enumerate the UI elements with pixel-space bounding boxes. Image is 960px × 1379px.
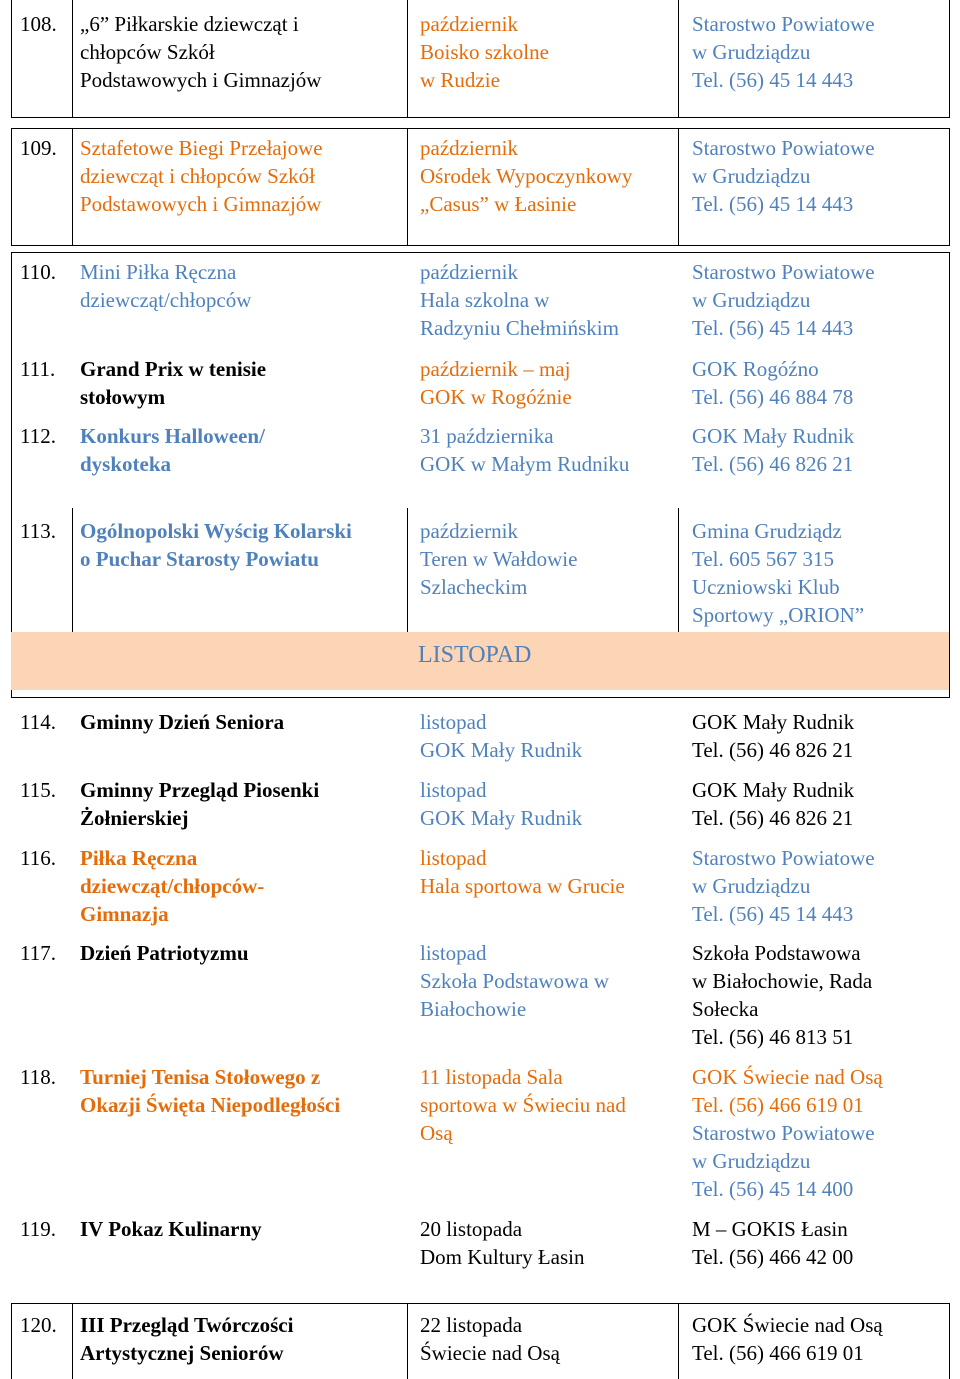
event-date-place-line: GOK w Rogóźnie <box>420 385 572 409</box>
table-border <box>11 128 12 246</box>
event-date-place-line: w Rudzie <box>420 68 500 92</box>
event-date-place-line: 22 listopada <box>420 1313 523 1337</box>
event-organizer-line: GOK Świecie nad Osą <box>692 1313 883 1337</box>
table-border <box>678 0 679 118</box>
event-title-line: Podstawowych i Gimnazjów <box>80 192 322 216</box>
event-organizer-line: Tel. (56) 45 14 443 <box>692 192 854 216</box>
event-number: 114. <box>20 710 56 734</box>
event-date-place-line: Dom Kultury Łasin <box>420 1245 585 1269</box>
event-date-place-line: Teren w Wałdowie <box>420 547 578 571</box>
event-organizer-line: Sportowy „ORION” <box>692 603 865 627</box>
table-border <box>678 1303 679 1379</box>
event-date-place-line: Ośrodek Wypoczynkowy <box>420 164 633 188</box>
table-border <box>949 1303 950 1379</box>
event-number: 112. <box>20 424 56 448</box>
event-title-line: stołowym <box>80 385 166 409</box>
event-title-line: dziewcząt/chłopców <box>80 288 252 312</box>
event-title-line: Podstawowych i Gimnazjów <box>80 68 322 92</box>
event-organizer-line: w Grudziądzu <box>692 874 811 898</box>
table-border <box>11 252 950 253</box>
event-organizer-line: Gmina Grudziądz <box>692 519 842 543</box>
event-organizer-line: M – GOKIS Łasin <box>692 1217 848 1241</box>
event-title-line: Turniej Tenisa Stołowego z <box>80 1065 321 1089</box>
event-number: 115. <box>20 778 56 802</box>
event-organizer-line: Tel. (56) 45 14 443 <box>692 902 854 926</box>
event-organizer-line: Tel. (56) 46 813 51 <box>692 1025 854 1049</box>
event-organizer-line: Starostwo Powiatowe <box>692 1121 875 1145</box>
event-date-place-line: październik – maj <box>420 357 571 381</box>
table-border <box>407 1303 408 1379</box>
event-organizer-line: Tel. (56) 466 619 01 <box>692 1093 864 1117</box>
event-organizer-line: Tel. (56) 46 826 21 <box>692 806 854 830</box>
event-organizer-line: Starostwo Powiatowe <box>692 846 875 870</box>
event-date-place-line: 11 listopada Sala <box>420 1065 563 1089</box>
event-title-line: Sztafetowe Biegi Przełajowe <box>80 136 323 160</box>
event-title-line: Gminny Przegląd Piosenki <box>80 778 320 802</box>
event-date-place-line: GOK Mały Rudnik <box>420 806 583 830</box>
event-date-place-line: „Casus” w Łasinie <box>420 192 577 216</box>
event-organizer-line: Starostwo Powiatowe <box>692 260 875 284</box>
event-title-line: „6” Piłkarskie dziewcząt i <box>80 12 299 36</box>
event-title-line: dyskoteka <box>80 452 172 476</box>
event-number: 118. <box>20 1065 56 1089</box>
event-organizer-line: Tel. 605 567 315 <box>692 547 835 571</box>
event-organizer-line: Szkoła Podstawowa <box>692 941 861 965</box>
event-organizer-line: w Grudziądzu <box>692 40 811 64</box>
event-organizer-line: GOK Mały Rudnik <box>692 424 855 448</box>
event-date-place-line: listopad <box>420 846 487 870</box>
event-number: 110. <box>20 260 56 284</box>
table-border <box>407 128 408 246</box>
event-organizer-line: w Białochowie, Rada <box>692 969 873 993</box>
event-title-line: Żołnierskiej <box>80 806 189 830</box>
event-number: 109. <box>20 136 57 160</box>
event-date-place-line: Szlacheckim <box>420 575 528 599</box>
table-border <box>949 252 950 698</box>
event-organizer-line: w Grudziądzu <box>692 288 811 312</box>
event-date-place-line: 20 listopada <box>420 1217 523 1241</box>
event-organizer-line: Starostwo Powiatowe <box>692 12 875 36</box>
event-organizer-line: GOK Mały Rudnik <box>692 778 855 802</box>
event-date-place-line: sportowa w Świeciu nad <box>420 1093 626 1117</box>
event-date-place-line: Boisko szkolne <box>420 40 549 64</box>
table-border <box>407 0 408 118</box>
event-date-place-line: październik <box>420 260 518 284</box>
event-date-place-line: Hala szkolna w <box>420 288 550 312</box>
table-border <box>678 508 679 632</box>
event-title-line: IV Pokaz Kulinarny <box>80 1217 262 1241</box>
event-organizer-line: Tel. (56) 466 619 01 <box>692 1341 864 1365</box>
table-border <box>72 128 73 246</box>
event-title-line: dziewcząt/chłopców- <box>80 874 265 898</box>
event-number: 108. <box>20 12 57 36</box>
table-border <box>11 128 950 129</box>
event-organizer-line: GOK Rogóźno <box>692 357 819 381</box>
event-organizer-line: GOK Mały Rudnik <box>692 710 855 734</box>
event-date-place-line: listopad <box>420 778 487 802</box>
event-date-place-line: GOK Mały Rudnik <box>420 738 583 762</box>
event-title-line: Piłka Ręczna <box>80 846 198 870</box>
event-organizer-line: Tel. (56) 466 42 00 <box>692 1245 854 1269</box>
event-number: 113. <box>20 519 56 543</box>
event-title-line: Dzień Patriotyzmu <box>80 941 249 965</box>
event-organizer-line: Tel. (56) 45 14 443 <box>692 316 854 340</box>
event-organizer-line: GOK Świecie nad Osą <box>692 1065 883 1089</box>
event-organizer-line: Tel. (56) 46 826 21 <box>692 452 854 476</box>
event-number: 117. <box>20 941 56 965</box>
event-organizer-line: Tel. (56) 45 14 443 <box>692 68 854 92</box>
event-organizer-line: Tel. (56) 46 826 21 <box>692 738 854 762</box>
event-title-line: Ogólnopolski Wyścig Kolarski <box>80 519 352 543</box>
month-heading: LISTOPAD <box>418 642 532 668</box>
table-border <box>72 0 73 118</box>
table-border <box>11 1303 950 1304</box>
table-border <box>11 697 950 698</box>
event-date-place-line: GOK w Małym Rudniku <box>420 452 630 476</box>
table-border <box>11 245 950 246</box>
event-organizer-line: w Grudziądzu <box>692 164 811 188</box>
event-title-line: Konkurs Halloween/ <box>80 424 265 448</box>
event-organizer-line: Tel. (56) 46 884 78 <box>692 385 854 409</box>
event-title-line: o Puchar Starosty Powiatu <box>80 547 319 571</box>
event-date-place-line: Białochowie <box>420 997 527 1021</box>
event-title-line: dziewcząt i chłopców Szkół <box>80 164 315 188</box>
event-date-place-line: listopad <box>420 941 487 965</box>
event-organizer-line: w Grudziądzu <box>692 1149 811 1173</box>
event-organizer-line: Uczniowski Klub <box>692 575 840 599</box>
event-title-line: Okazji Święta Niepodległości <box>80 1093 341 1117</box>
event-organizer-line: Starostwo Powiatowe <box>692 136 875 160</box>
event-date-place-line: październik <box>420 12 518 36</box>
event-number: 111. <box>20 357 56 381</box>
event-title-line: Mini Piłka Ręczna <box>80 260 237 284</box>
table-border <box>11 117 950 118</box>
event-organizer-line: Sołecka <box>692 997 759 1021</box>
event-date-place-line: listopad <box>420 710 487 734</box>
table-border <box>11 1303 12 1379</box>
event-title-line: Artystycznej Seniorów <box>80 1341 284 1365</box>
event-organizer-line: Tel. (56) 45 14 400 <box>692 1177 854 1201</box>
event-date-place-line: Świecie nad Osą <box>420 1341 560 1365</box>
event-title-line: Gimnazja <box>80 902 169 926</box>
event-title-line: Grand Prix w tenisie <box>80 357 267 381</box>
event-number: 119. <box>20 1217 56 1241</box>
table-border <box>949 128 950 246</box>
event-date-place-line: Szkoła Podstawowa w <box>420 969 609 993</box>
table-border <box>11 0 12 118</box>
table-border <box>407 508 408 632</box>
event-number: 120. <box>20 1313 57 1337</box>
table-border <box>72 508 73 632</box>
event-date-place-line: Osą <box>420 1121 453 1145</box>
table-border <box>72 1303 73 1379</box>
event-date-place-line: Radzyniu Chełmińskim <box>420 316 619 340</box>
event-date-place-line: październik <box>420 519 518 543</box>
event-number: 116. <box>20 846 56 870</box>
event-title-line: Gminny Dzień Seniora <box>80 710 285 734</box>
event-date-place-line: 31 października <box>420 424 554 448</box>
table-border <box>949 0 950 118</box>
event-title-line: III Przegląd Twórczości <box>80 1313 294 1337</box>
table-border <box>678 128 679 246</box>
event-title-line: chłopców Szkół <box>80 40 215 64</box>
event-date-place-line: październik <box>420 136 518 160</box>
event-date-place-line: Hala sportowa w Grucie <box>420 874 625 898</box>
